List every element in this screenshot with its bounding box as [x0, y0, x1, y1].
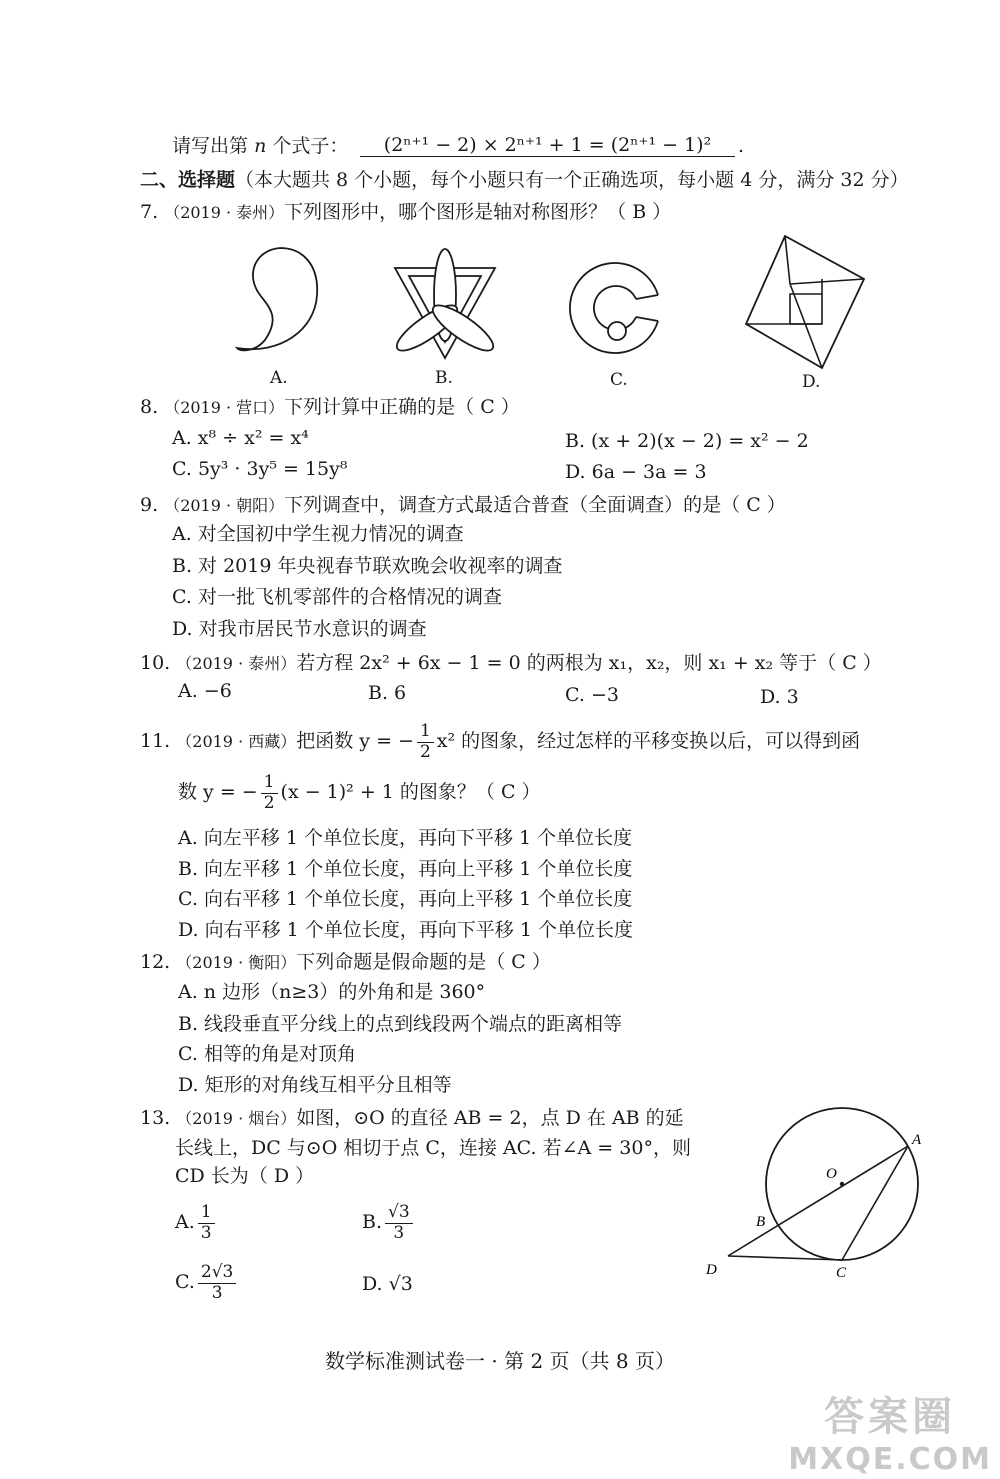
watermark-top: 答案圈: [824, 1394, 957, 1440]
q7-label-d: D.: [802, 372, 821, 392]
q11-source: （2019 · 西藏）: [176, 732, 297, 752]
formula-answer: (2ⁿ⁺¹ − 2) × 2ⁿ⁺¹ + 1 = (2ⁿ⁺¹ − 1)²: [360, 134, 735, 157]
q12-num: 12.: [140, 951, 171, 973]
q13-a-label: A.: [175, 1211, 195, 1233]
q10-option-c: C. −3: [565, 684, 619, 706]
question-11: [140, 722, 860, 762]
q13-a-den: 3: [200, 1222, 212, 1243]
q11-text-2: x² 的图象，经过怎样的平移变换以后，可以得到函: [436, 730, 861, 753]
figure-paisley: [225, 240, 335, 370]
fig-label-a: A: [912, 1132, 922, 1148]
q11-option-c: C. 向右平移 1 个单位长度，再向上平移 1 个单位长度: [178, 888, 633, 910]
question-11-cont: [178, 773, 541, 813]
page-footer: 数学标准测试卷一 · 第 2 页（共 8 页）: [325, 1349, 675, 1373]
q8-option-d: D. 6a − 3a = 3: [565, 461, 707, 483]
q11-text-1: 把函数 y = −: [296, 730, 414, 753]
q13-c-label: C.: [175, 1271, 195, 1293]
q7-label-c: C.: [610, 370, 628, 390]
fig-label-d: D: [706, 1262, 717, 1278]
q10-option-d: D. 3: [760, 686, 799, 708]
q13-option-d: [362, 1272, 413, 1296]
q13-text-3: CD 长为（ D ）: [175, 1165, 315, 1187]
fig-label-b: B: [756, 1214, 766, 1230]
q13-b-den: 3: [393, 1222, 405, 1243]
question-9: [140, 493, 786, 518]
q11-text-4: (x − 1)² + 1 的图象？（ C ）: [280, 781, 541, 804]
q11-option-b: B. 向左平移 1 个单位长度，再向上平移 1 个单位长度: [178, 858, 633, 880]
q9-source: （2019 · 朝阳）: [164, 496, 285, 515]
formula-prompt: [172, 134, 348, 158]
q10-text: 若方程 2x² + 6x − 1 = 0 的两根为 x₁，x₂，则 x₁ + x₂ 等于（ C ）: [296, 652, 882, 674]
q8-option-a: A. x⁸ ÷ x² = x⁴: [172, 427, 309, 449]
watermark-bottom: MXQE.COM: [788, 1442, 992, 1477]
q7-label-a: A.: [270, 368, 288, 388]
fig-label-c: C: [836, 1265, 847, 1281]
q8-source: （2019 · 营口）: [164, 398, 285, 417]
question-7: [140, 200, 671, 225]
prompt-label: 请写出第: [172, 135, 249, 157]
question-12: [140, 950, 551, 975]
q8-text: 下列计算中正确的是（ C ）: [284, 396, 520, 418]
q9-option-c: C. 对一批飞机零部件的合格情况的调查: [172, 586, 502, 608]
q11-frac1-den: 2: [419, 741, 431, 762]
q12-text: 下列命题是假命题的是（ C ）: [296, 951, 551, 973]
q11-frac2-num: 1: [261, 773, 278, 794]
q7-num: 7.: [140, 201, 159, 223]
q9-num: 9.: [140, 494, 159, 516]
section-header: [140, 168, 909, 192]
figure-ring-c: [565, 255, 670, 360]
q9-option-d: D. 对我市居民节水意识的调查: [172, 618, 427, 640]
q13-option-c: [175, 1260, 239, 1304]
q13-source: （2019 · 烟台）: [176, 1109, 297, 1128]
q11-frac1-num: 1: [417, 722, 434, 743]
watermark-logo: [788, 1385, 992, 1477]
q10-source: （2019 · 泰州）: [176, 654, 297, 673]
q8-num: 8.: [140, 396, 159, 418]
q13-a-fraction: [198, 1203, 215, 1243]
q13-option-b: [362, 1200, 416, 1244]
q13-c-den: 3: [211, 1282, 223, 1303]
q11-option-d: D. 向右平移 1 个单位长度，再向下平移 1 个单位长度: [178, 919, 633, 941]
q8-option-c: C. 5y³ · 3y⁵ = 15y⁸: [172, 458, 348, 480]
q12-option-c: C. 相等的角是对顶角: [178, 1043, 356, 1065]
q13-d-value: √3: [388, 1273, 413, 1295]
section-title: 二、选择题: [140, 169, 236, 191]
q11-text-3: 数 y = −: [178, 781, 258, 804]
q12-option-b: B. 线段垂直平分线上的点到线段两个端点的距离相等: [178, 1013, 623, 1035]
q7-label-b: B.: [435, 368, 453, 388]
q8-option-b: B. (x + 2)(x − 2) = x² − 2: [565, 430, 809, 452]
q13-b-fraction: [385, 1203, 413, 1243]
q10-num: 10.: [140, 652, 171, 674]
figure-circle-tangent: [700, 1100, 940, 1290]
q11-num: 11.: [140, 730, 171, 753]
q9-option-a: A. 对全国初中学生视力情况的调查: [172, 523, 464, 545]
q13-option-a: [175, 1200, 218, 1244]
q13-d-label: D.: [362, 1273, 383, 1295]
q13-text-1: 如图，⊙O 的直径 AB = 2，点 D 在 AB 的延: [296, 1107, 684, 1129]
figure-square-pinwheel: [742, 232, 872, 372]
question-8: [140, 395, 520, 420]
q7-source: （2019 · 泰州）: [164, 203, 285, 222]
q13-c-num: 2√3: [198, 1263, 236, 1284]
q13-a-num: 1: [198, 1203, 215, 1224]
section-desc: （本大题共 8 个小题，每个小题只有一个正确选项，每小题 4 分，满分 32 分）: [235, 169, 909, 191]
fig-label-o: O: [826, 1166, 837, 1182]
q11-fraction-2: [261, 773, 278, 813]
q7-text: 下列图形中，哪个图形是轴对称图形？（ B ）: [284, 201, 672, 223]
q13-num: 13.: [140, 1107, 171, 1129]
q13-b-num: √3: [385, 1203, 413, 1224]
q10-option-b: B. 6: [368, 682, 407, 704]
q11-option-a: A. 向左平移 1 个单位长度，再向下平移 1 个单位长度: [178, 827, 633, 849]
prompt-n: n: [254, 135, 267, 157]
q11-frac2-den: 2: [263, 792, 275, 813]
q13-c-fraction: [198, 1263, 236, 1303]
q12-option-d: D. 矩形的对角线互相平分且相等: [178, 1074, 452, 1096]
q13-b-label: B.: [362, 1211, 383, 1233]
q11-fraction-1: [417, 722, 434, 762]
q9-option-b: B. 对 2019 年央视春节联欢晚会收视率的调查: [172, 555, 563, 577]
q9-text: 下列调查中，调查方式最适合普查（全面调查）的是（ C ）: [284, 494, 786, 516]
q13-text-2: 长线上，DC 与⊙O 相切于点 C，连接 AC. 若∠A = 30°，则: [175, 1137, 691, 1159]
formula-end: .: [738, 135, 745, 157]
prompt-label2: 个式子：: [272, 135, 349, 157]
question-10: [140, 651, 882, 676]
question-13: [140, 1106, 684, 1131]
q12-option-a: A. n 边形（n≥3）的外角和是 360°: [178, 981, 486, 1003]
q12-source: （2019 · 衡阳）: [176, 953, 297, 972]
q10-option-a: A. −6: [178, 680, 232, 702]
